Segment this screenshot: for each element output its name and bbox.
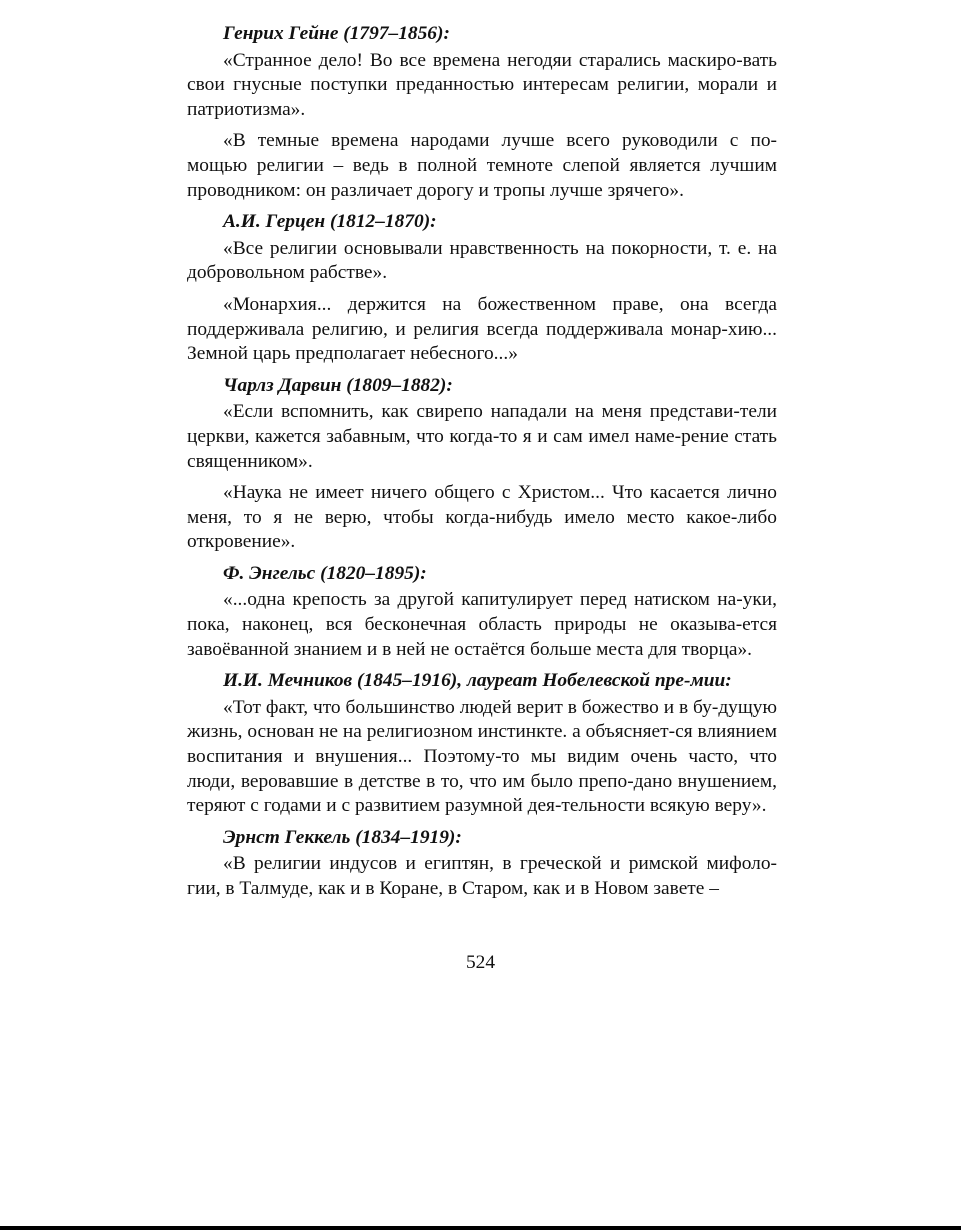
quote-paragraph: «...одна крепость за другой капитулирует перед натиском на-уки, пока, наконец, вся бесконечная область природы не оказыва-ется завоёванной знанием и в ней не остаётся больше места для творца». (187, 589, 777, 660)
quote-paragraph: «Тот факт, что большинство людей верит в божество и в бу-дущую жизнь, основан не на религиозном инстинкте. а объясняет-ся влиянием воспитания и внушения... Поэтому-то мы видим очень часто, что люди, веровавшие в детстве в то, что им было препо-дано внушением, теряют с годами и с развитием разумной дея-тельности всякую веру». (187, 696, 777, 817)
author-heading: А.И. Герцен (1812–1870): (223, 211, 437, 233)
quote-paragraph: «Если вспомнить, как свирепо нападали на меня представи-тели церкви, кажется забавным, что когда-то я и сам имел наме-рение стать священником». (187, 401, 777, 472)
page-number: 524 (465, 952, 496, 973)
quote-paragraph: «Все религии основывали нравственность на покорности, т. е. на добровольном рабстве». (187, 237, 777, 284)
page-body (187, 22, 777, 902)
author-heading: Ф. Энгельс (1820–1895): (223, 562, 427, 584)
quote-paragraph: «В религии индусов и египтян, в греческой и римской мифоло-гии, в Талмуде, как и в Коране, в Старом, как и в Новом завете – (187, 853, 777, 899)
quote-paragraph: «Монархия... держится на божественном праве, она всегда поддерживала религию, и религия всегда поддерживала монар-хию... Земной царь предполагает небесного...» (187, 293, 777, 365)
scan-edge-border (0, 1226, 961, 1230)
author-heading: Эрнст Геккель (1834–1919): (223, 826, 462, 848)
quote-paragraph: «Странное дело! Во все времена негодяи старались маскиро-вать свои гнусные поступки преданностью интересам религии, морали и патриотизма». (187, 49, 777, 120)
quote-paragraph: «Наука не имеет ничего общего с Христом... Что касается лично меня, то я не верю, чтобы когда-нибудь имело место какое-либо откровение». (187, 482, 777, 553)
author-heading: Генрих Гейне (1797–1856): (223, 23, 450, 44)
quote-paragraph: «В темные времена народами лучше всего руководили с по-мощью религии – ведь в полной темноте слепой является лучшим проводником: он различает дорогу и тропы лучше зрячего». (187, 130, 777, 201)
author-heading: Чарлз Дарвин (1809–1882): (223, 374, 453, 396)
author-heading: И.И. Мечников (1845–1916), лауреат Нобелевской пре-мии: (223, 670, 732, 692)
